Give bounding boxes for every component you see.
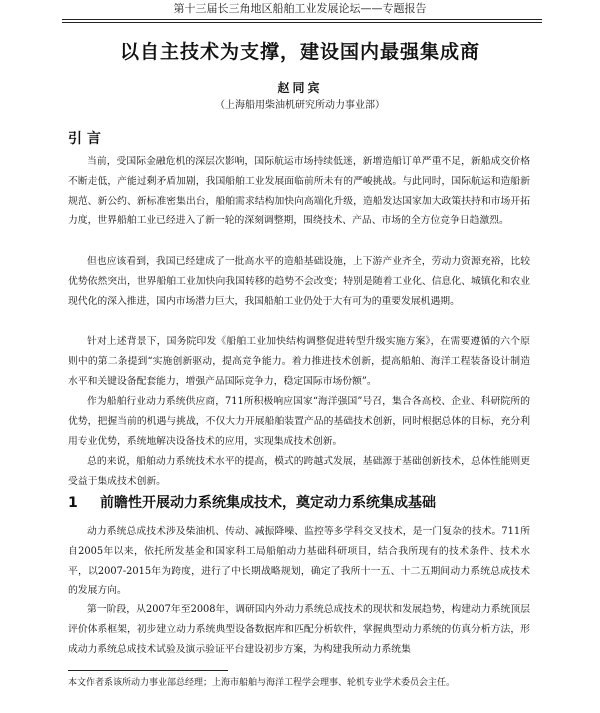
footnote-rule [68,670,228,671]
paragraph: 第一阶段，从2007年至2008年，调研国内外动力系统总成技术的现状和发展趋势，构建动力系统顶层评价体系框架，初步建立动力系统典型设备数据库和匹配分析软件，掌握典型动力系统的仿真分析方法，形成动力系统总成技术试验及演示验证平台建设初步方案，为构建我所动力系统集 [68,604,530,655]
section-number: 1 [68,495,78,511]
running-header: 第十三届长三角地区船舶工业发展论坛——专题报告 [173,2,427,15]
header-rule-thick [62,19,542,20]
paragraph: 但也应该看到，我国已经建成了一批高水平的造船基础设施，上下游产业齐全，劳动力资源充裕，比较优势依然突出，世界船舶工业加快向我国转移的趋势不会改变；特别是随着工业化、信息化、城镇化和农业现代化的深入推进，国内市场潜力巨大，我国船舶工业仍处于大有可为的重要发展机遇期。 [68,256,530,307]
paragraph: 动力系统总成技术涉及柴油机、传动、减振降噪、监控等多学科交叉技术，是一门复杂的技术。711所自2005年以来，依托所发基金和国家科工局船舶动力基础科研项目，结合我所现有的技术条件、技术水平，以2007-2015年为跨度，进行了中长期战略规划，确定了我所十一五、十二五期间动力系统总成技术的发展方向。 [68,526,530,597]
paragraph: 当前，受国际金融危机的深层次影响，国际航运市场持续低迷，新增造船订单严重不足，新船成交价格不断走低，产能过剩矛盾加剧，我国船舶工业发展面临前所未有的严峻挑战。与此同时，国际航运和造船新规范、新公约、新标准密集出台，船舶需求结构加快向高端化升级，造船发达国家加大政策扶持和市场开拓力度，世界船舶工业已经进入了新一轮的深刻调整期，围绕技术、产品、市场的全方位竞争日趋激烈。 [68,156,530,227]
section-heading-intro [68,128,101,148]
header-rule-thin [62,22,542,23]
author-affiliation: （上海船用柴油机研究所动力事业部） [215,100,385,111]
footnote: 本文作者系该所动力事业部总经理；上海市船舶与海洋工程学会理事、轮机专业学术委员会主任。 [68,678,456,688]
section-title: 前瞻性开展动力系统集成技术，奠定动力系统集成基础 [100,495,436,511]
paragraph: 针对上述背景下，国务院印发《船舶工业加快结构调整促进转型升级实施方案》，在需要遵循的六个原则中的第二条提到“实施创新驱动，提高竞争能力。着力推进技术创新，提高船舶、海洋工程装备设计制造水平和关键设备配套能力，增强产品国际竞争力，稳定国际市场份额”。 [68,336,530,387]
paragraph: 作为船舶行业动力系统供应商，711所积极响应国家“海洋强国”号召，集合各高校、企业、科研院所的优势，把握当前的机遇与挑战，不仅大力开展船舶装置产品的基础技术创新，同时根据总体的目标，充分利用专业优势，系统地解决设备技术的应用，实现集成技术创新。 [68,396,530,447]
paragraph: 总的来说，船舶动力系统技术水平的提高，模式的跨越式发展，基础源于基础创新技术，总体性能则更受益于集成技术创新。 [68,456,530,487]
section-heading-1 [68,492,436,512]
paper-title: 以自主技术为支撑，建设国内最强集成商 [119,41,480,63]
section-title: 引 言 [68,131,101,147]
author-name: 赵同宾 [277,81,323,95]
